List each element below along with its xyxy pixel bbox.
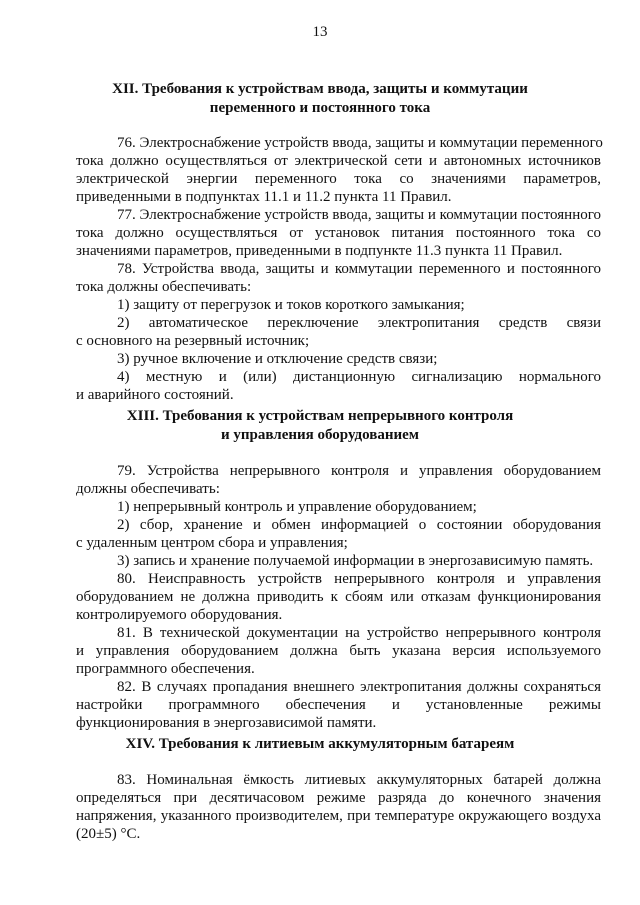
list-item-line: 3) запись и хранение получаемой информации в энергозависимую память. — [117, 553, 594, 569]
list-item-line: 2) автоматическое переключение электропитания средств связи — [117, 315, 601, 331]
paragraph-line: и управления оборудованием должна быть указана версия используемого — [76, 643, 601, 659]
paragraph-line: определяться при десятичасовом режиме разряда до конечного значения — [76, 790, 601, 806]
list-item-line: с удаленным центром сбора и управления; — [76, 535, 348, 551]
paragraph-line: 76. Электроснабжение устройств ввода, защиты и коммутации переменного — [117, 135, 603, 151]
paragraph-line: 83. Номинальная ёмкость литиевых аккумуляторных батарей должна — [117, 772, 601, 788]
section-heading-line: и управления оборудованием — [221, 427, 419, 443]
paragraph-line: 81. В технической документации на устройство непрерывного контроля — [117, 625, 601, 641]
paragraph-line: 78. Устройства ввода, защиты и коммутации переменного и постоянного — [117, 261, 601, 277]
list-item-line: и аварийного состояний. — [76, 387, 234, 403]
page-number: 13 — [312, 24, 328, 40]
paragraph-line: тока должны обеспечивать: — [76, 279, 252, 295]
paragraph-line: значениями параметров, приведенными в подпункте 11.3 пункта 11 Правил. — [76, 243, 563, 259]
paragraph-line: приведенными в подпунктах 11.1 и 11.2 пункта 11 Правил. — [76, 189, 452, 205]
section-heading-line: переменного и постоянного тока — [209, 100, 431, 116]
paragraph-line: настройки программного обеспечения и установленные режимы — [76, 697, 601, 713]
section-heading-line: XIII. Требования к устройствам непрерывного контроля — [126, 408, 514, 424]
paragraph-line: функционирования в энергозависимой памяти. — [76, 715, 377, 731]
paragraph-line: напряжения, указанного производителем, при температуре окружающего воздуха — [76, 808, 601, 824]
list-item-line: 2) сбор, хранение и обмен информацией о состоянии оборудования — [117, 517, 601, 533]
section-heading-line: XIV. Требования к литиевым аккумуляторным батареям — [125, 736, 515, 752]
list-item-line: 1) непрерывный контроль и управление оборудованием; — [117, 499, 477, 515]
paragraph-line: 77. Электроснабжение устройств ввода, защиты и коммутации постоянного — [117, 207, 601, 223]
list-item-line: 4) местную и (или) дистанционную сигнализацию нормального — [117, 369, 601, 385]
paragraph-line: 82. В случаях пропадания внешнего электропитания должны сохраняться — [117, 679, 601, 695]
paragraph-line: контролируемого оборудования. — [76, 607, 283, 623]
section-heading-line: XII. Требования к устройствам ввода, защиты и коммутации — [112, 81, 528, 97]
paragraph-line: 79. Устройства непрерывного контроля и управления оборудованием — [117, 463, 601, 479]
paragraph-line: программного обеспечения. — [76, 661, 255, 677]
list-item-line: 1) защиту от перегрузок и токов короткого замыкания; — [117, 297, 465, 313]
paragraph-line: (20±5) °С. — [76, 826, 141, 842]
paragraph-line: 80. Неисправность устройств непрерывного контроля и управления — [117, 571, 601, 587]
list-item-line: с основного на резервный источник; — [76, 333, 310, 349]
paragraph-line: должны обеспечивать: — [76, 481, 220, 497]
paragraph-line: тока должно осуществляться от электрической сети и автономных источников — [76, 153, 601, 169]
paragraph-line: оборудованием не должна приводить к сбоям или отказам функционирования — [76, 589, 601, 605]
paragraph-line: электрической энергии переменного тока со значениями параметров, — [76, 171, 601, 187]
paragraph-line: тока должно осуществляться от установок питания постоянного тока со — [76, 225, 601, 241]
list-item-line: 3) ручное включение и отключение средств связи; — [117, 351, 438, 367]
